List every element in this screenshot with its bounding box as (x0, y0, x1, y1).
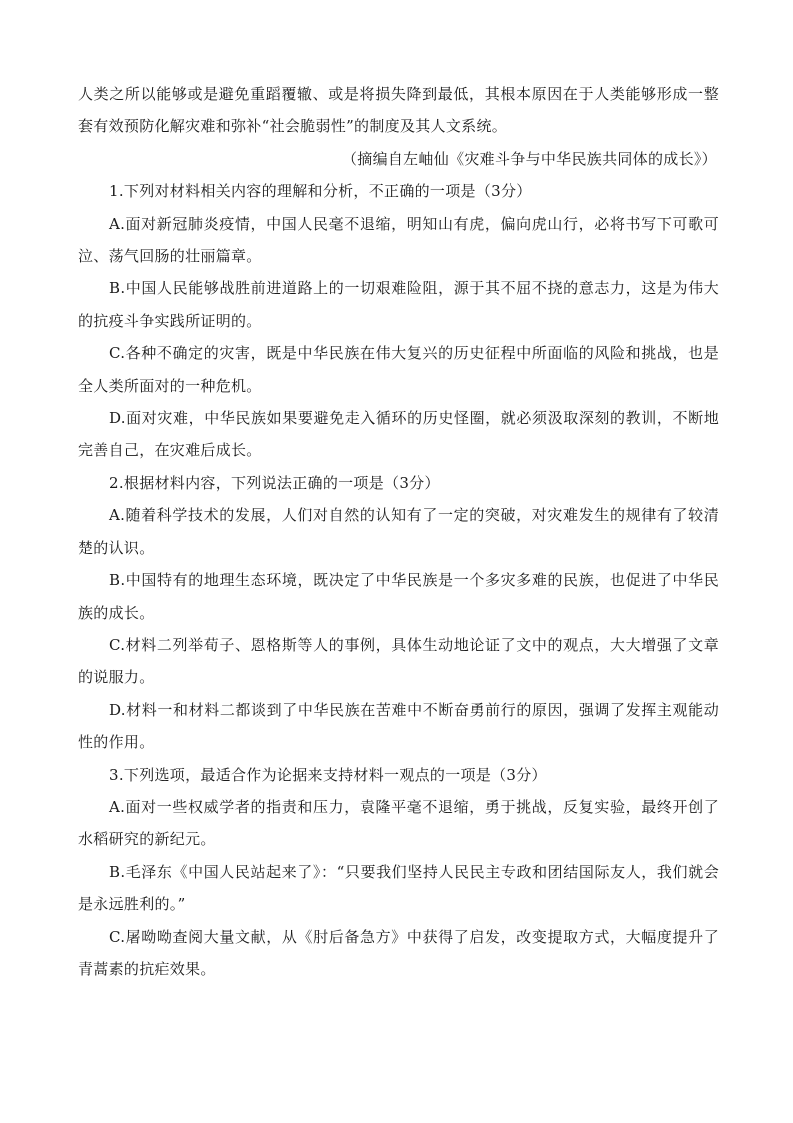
passage-paragraph: 人类之所以能够或是避免重蹈覆辙、或是将损失降到最低，其根本原因在于人类能够形成一整套有效预防化解灾难和弥补“社会脆弱性”的制度及其人文系统。 (78, 85, 719, 136)
question-1-option-c: C.各种不确定的灾害，既是中华民族在伟大复兴的历史征程中所面临的风险和挑战，也是全人类所面对的一种危机。 (78, 344, 719, 395)
question-2-option-b: B.中国特有的地理生态环境，既决定了中华民族是一个多灾多难的民族，也促进了中华民族的成长。 (78, 571, 719, 622)
question-2-option-a: A.随着科学技术的发展，人们对自然的认知有了一定的突破，对灾难发生的规律有了较清楚的认识。 (78, 506, 719, 557)
passage-source: （摘编自左岫仙《灾难斗争与中华民族共同体的成长》） (341, 149, 717, 168)
question-3-option-b: B.毛泽东《中国人民站起来了》：“只要我们坚持人民民主专政和团结国际友人，我们就会是永远胜利的。” (78, 862, 719, 914)
question-1-option-d: D.面对灾难，中华民族如果要避免走入循环的历史怪圈，就必须汲取深刻的教训，不断地完善自己，在灾难后成长。 (78, 409, 719, 460)
question-1-option-b: B.中国人民能够战胜前进道路上的一切艰难险阻，源于其不屈不挠的意志力，这是为伟大的抗疫斗争实践所证明的。 (78, 279, 719, 330)
question-3-option-c: C.屠呦呦查阅大量文献，从《肘后备急方》中获得了启发，改变提取方式，大幅度提升了青蒿素的抗疟效果。 (78, 927, 719, 978)
question-2-stem: 2.根据材料内容，下列说法正确的一项是（3分） (109, 473, 440, 492)
question-2-option-d: D.材料一和材料二都谈到了中华民族在苦难中不断奋勇前行的原因，强调了发挥主观能动性的作用。 (78, 700, 719, 752)
question-1-stem: 1.下列对材料相关内容的理解和分析，不正确的一项是（3分） (109, 182, 532, 201)
question-3-option-a: A.面对一些权威学者的指责和压力，袁隆平毫不退缩，勇于挑战，反复实验，最终开创了水稻研究的新纪元。 (78, 797, 719, 849)
question-1-option-a: A.面对新冠肺炎疫情，中国人民毫不退缩，明知山有虎，偏向虎山行，必将书写下可歌可泣、荡气回肠的壮丽篇章。 (78, 214, 719, 266)
question-2-option-c: C.材料二列举荀子、恩格斯等人的事例，具体生动地论证了文中的观点，大大增强了文章的说服力。 (78, 635, 719, 687)
question-3-stem: 3.下列选项，最适合作为论据来支持材料一观点的一项是（3分） (109, 765, 547, 784)
